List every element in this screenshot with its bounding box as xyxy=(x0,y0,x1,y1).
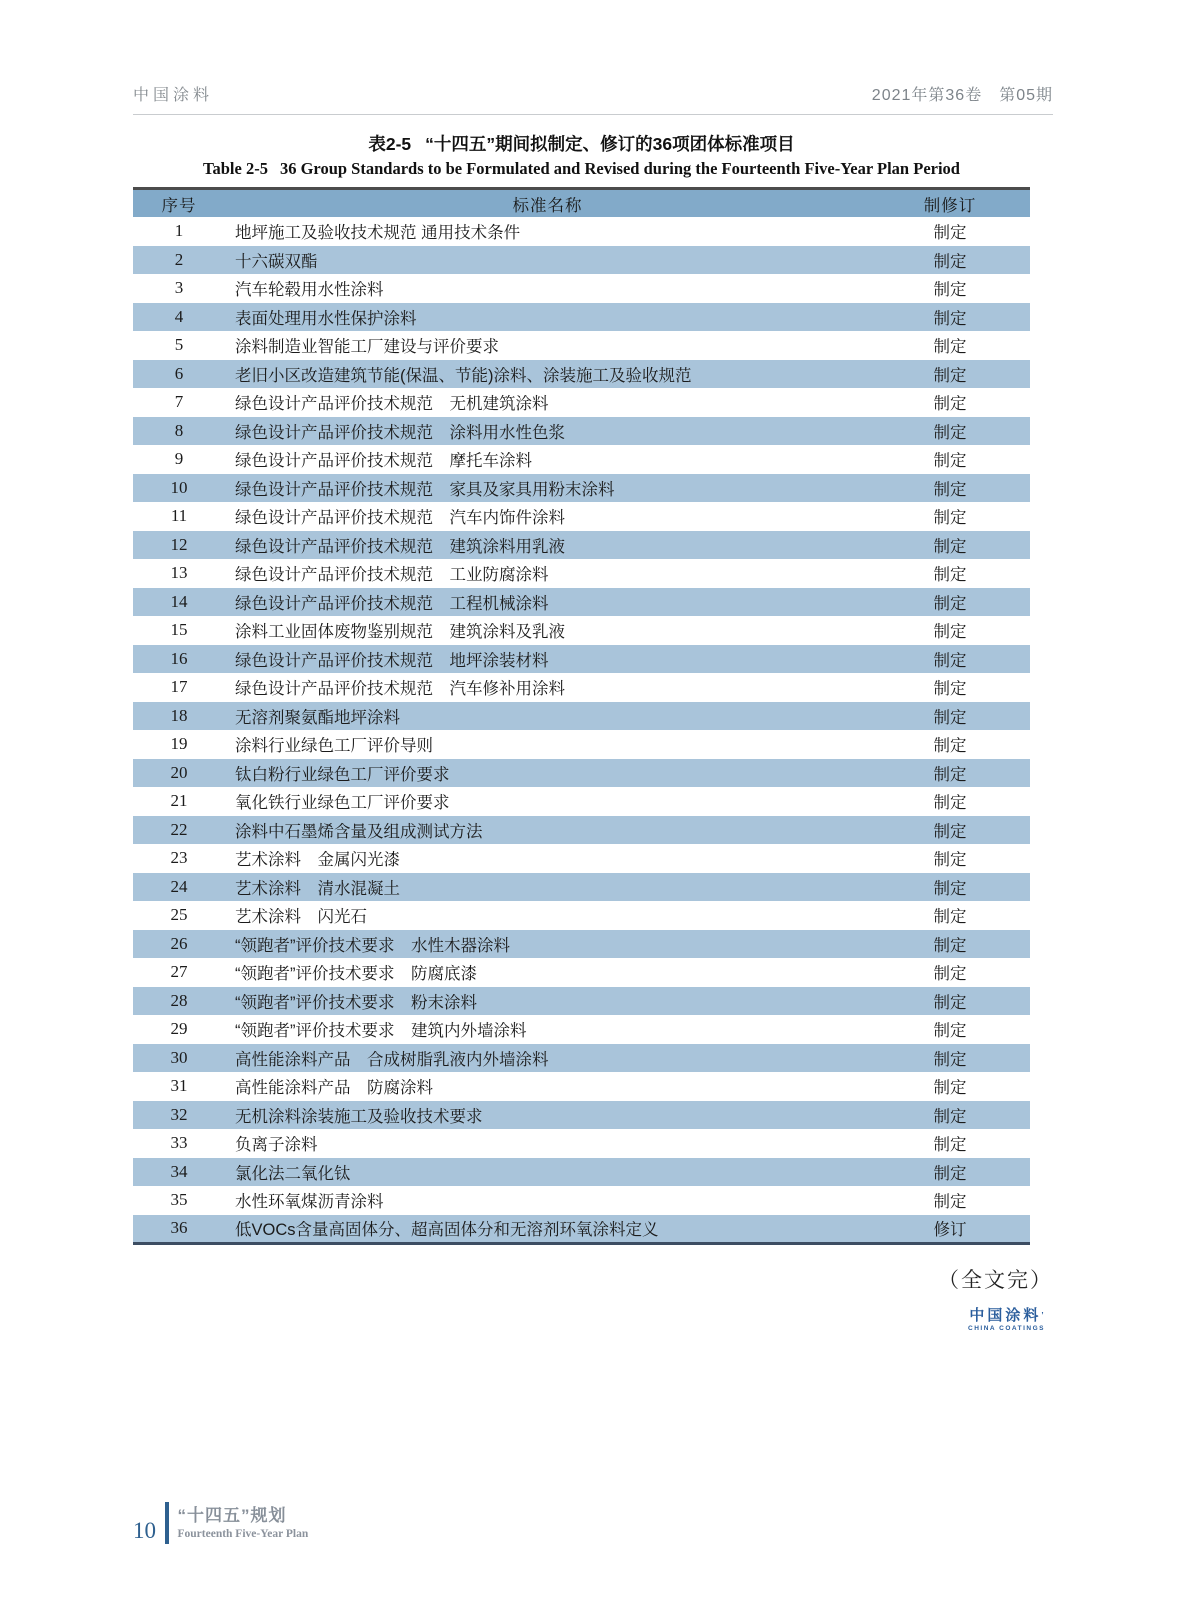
cell-standard-name: 汽车轮毂用水性涂料 xyxy=(235,281,384,300)
cell-action: 制定 xyxy=(933,452,967,471)
table-title-zh-label: 表2-5 xyxy=(368,134,412,154)
cell-no: 15 xyxy=(170,620,188,640)
table-row xyxy=(133,588,1030,617)
cell-action: 制定 xyxy=(870,930,1030,959)
table-row xyxy=(133,388,1030,417)
cell-no: 18 xyxy=(133,702,225,731)
cell-no: 7 xyxy=(174,392,184,412)
cell-no: 13 xyxy=(170,563,188,583)
cell-no: 32 xyxy=(133,1101,225,1130)
cell-no: 16 xyxy=(133,645,225,674)
cell-action: 制定 xyxy=(933,1022,967,1041)
cell-standard-name: 艺术涂料 清水混凝土 xyxy=(225,873,870,902)
cell-no: 33 xyxy=(170,1133,188,1153)
cell-action: 制定 xyxy=(933,509,967,528)
column-header-name: 标准名称 xyxy=(225,189,870,218)
cell-standard-name: “领跑者”评价技术要求 粉末涂料 xyxy=(225,987,870,1016)
standards-table xyxy=(133,187,1030,1245)
cell-action: 制定 xyxy=(933,965,967,984)
cell-action: 制定 xyxy=(870,873,1030,902)
cell-no: 22 xyxy=(133,816,225,845)
cell-action: 制定 xyxy=(870,759,1030,788)
cell-no: 6 xyxy=(133,360,225,389)
cell-no: 14 xyxy=(133,588,225,617)
table-row xyxy=(133,1015,1030,1044)
table-row xyxy=(133,417,1030,446)
table-row xyxy=(133,673,1030,702)
cell-action: 制定 xyxy=(870,702,1030,731)
table-row xyxy=(133,616,1030,645)
cell-no: 28 xyxy=(133,987,225,1016)
logo-mark: ’ xyxy=(1041,1311,1044,1320)
table-row xyxy=(133,816,1030,845)
page-footer xyxy=(133,1502,308,1544)
cell-action: 制定 xyxy=(870,246,1030,275)
cell-no: 4 xyxy=(133,303,225,332)
cell-action: 制定 xyxy=(933,395,967,414)
cell-no: 31 xyxy=(170,1076,188,1096)
cell-no: 29 xyxy=(170,1019,188,1039)
china-coatings-logo xyxy=(968,1308,1045,1333)
table-header-row xyxy=(133,189,1030,218)
cell-no: 27 xyxy=(170,962,188,982)
table-row xyxy=(133,1215,1030,1244)
table-row xyxy=(133,1044,1030,1073)
cell-no: 10 xyxy=(133,474,225,503)
table-row xyxy=(133,958,1030,987)
table-row xyxy=(133,930,1030,959)
table-row xyxy=(133,331,1030,360)
table-title-en-text: 36 Group Standards to be Formulated and Revised during the Fourteenth Five-Year Plan Period xyxy=(279,159,960,178)
cell-action: 制定 xyxy=(870,531,1030,560)
table-row xyxy=(133,759,1030,788)
cell-standard-name: 高性能涂料产品 合成树脂乳液内外墙涂料 xyxy=(225,1044,870,1073)
table-row xyxy=(133,559,1030,588)
cell-standard-name: 低VOCs含量高固体分、超高固体分和无溶剂环氧涂料定义 xyxy=(225,1215,870,1244)
table-row xyxy=(133,1129,1030,1158)
footer-section-zh: “十四五”规划 xyxy=(177,1505,287,1525)
cell-standard-name: 氧化铁行业绿色工厂评价要求 xyxy=(235,794,450,813)
cell-action: 制定 xyxy=(933,224,967,243)
cell-standard-name: 绿色设计产品评价技术规范 无机建筑涂料 xyxy=(235,395,549,414)
cell-standard-name: “领跑者”评价技术要求 水性木器涂料 xyxy=(225,930,870,959)
page-number: 10 xyxy=(133,1518,156,1543)
cell-standard-name: 表面处理用水性保护涂料 xyxy=(225,303,870,332)
footer-divider-bar xyxy=(165,1502,169,1544)
cell-standard-name: 涂料工业固体废物鉴别规范 建筑涂料及乳液 xyxy=(235,623,565,642)
cell-action: 制定 xyxy=(933,1193,967,1212)
cell-no: 19 xyxy=(170,734,188,754)
cell-standard-name: 钛白粉行业绿色工厂评价要求 xyxy=(225,759,870,788)
cell-no: 9 xyxy=(174,449,184,469)
cell-no: 2 xyxy=(133,246,225,275)
cell-standard-name: 绿色设计产品评价技术规范 汽车修补用涂料 xyxy=(235,680,565,699)
cell-standard-name: 艺术涂料 金属闪光漆 xyxy=(235,851,400,870)
cell-standard-name: 地坪施工及验收技术规范 通用技术条件 xyxy=(235,224,521,243)
cell-standard-name: 绿色设计产品评价技术规范 摩托车涂料 xyxy=(235,452,532,471)
table-row xyxy=(133,730,1030,759)
cell-standard-name: “领跑者”评价技术要求 建筑内外墙涂料 xyxy=(235,1022,527,1041)
cell-standard-name: 无溶剂聚氨酯地坪涂料 xyxy=(225,702,870,731)
cell-no: 1 xyxy=(174,221,184,241)
cell-action: 制定 xyxy=(933,851,967,870)
table-row xyxy=(133,474,1030,503)
cell-standard-name: 绿色设计产品评价技术规范 建筑涂料用乳液 xyxy=(225,531,870,560)
table-row xyxy=(133,645,1030,674)
table-row xyxy=(133,901,1030,930)
cell-standard-name: 绿色设计产品评价技术规范 工程机械涂料 xyxy=(225,588,870,617)
cell-no: 20 xyxy=(133,759,225,788)
cell-action: 制定 xyxy=(870,987,1030,1016)
end-note: （全文完） xyxy=(938,1268,1053,1292)
cell-action: 制定 xyxy=(870,1044,1030,1073)
cell-standard-name: 绿色设计产品评价技术规范 汽车内饰件涂料 xyxy=(235,509,565,528)
table-row xyxy=(133,274,1030,303)
cell-no: 21 xyxy=(170,791,188,811)
cell-standard-name: 老旧小区改造建筑节能(保温、节能)涂料、涂装施工及验收规范 xyxy=(225,360,870,389)
cell-standard-name: 涂料中石墨烯含量及组成测试方法 xyxy=(225,816,870,845)
cell-action: 制定 xyxy=(870,474,1030,503)
cell-standard-name: 绿色设计产品评价技术规范 家具及家具用粉末涂料 xyxy=(225,474,870,503)
cell-no: 17 xyxy=(170,677,188,697)
cell-no: 5 xyxy=(174,335,184,355)
table-title-en-label: Table 2-5 xyxy=(203,159,268,178)
cell-action: 制定 xyxy=(933,1079,967,1098)
cell-standard-name: 十六碳双酯 xyxy=(225,246,870,275)
cell-action: 制定 xyxy=(870,588,1030,617)
table-row xyxy=(133,987,1030,1016)
table-row xyxy=(133,1072,1030,1101)
cell-action: 制定 xyxy=(933,737,967,756)
cell-no: 23 xyxy=(170,848,188,868)
cell-standard-name: 绿色设计产品评价技术规范 地坪涂装材料 xyxy=(225,645,870,674)
cell-action: 制定 xyxy=(870,645,1030,674)
cell-no: 24 xyxy=(133,873,225,902)
cell-action: 制定 xyxy=(933,281,967,300)
cell-action: 制定 xyxy=(870,417,1030,446)
table-row xyxy=(133,702,1030,731)
journal-name: 中国涂料 xyxy=(133,87,214,104)
table-row xyxy=(133,1186,1030,1215)
cell-standard-name: 负离子涂料 xyxy=(235,1136,318,1155)
cell-standard-name: 绿色设计产品评价技术规范 涂料用水性色浆 xyxy=(225,417,870,446)
table-row xyxy=(133,502,1030,531)
table-row xyxy=(133,360,1030,389)
cell-action: 制定 xyxy=(933,794,967,813)
table-row xyxy=(133,246,1030,275)
cell-standard-name: 水性环氧煤沥青涂料 xyxy=(235,1193,384,1212)
table-row xyxy=(133,217,1030,246)
column-header-action: 制修订 xyxy=(870,189,1030,218)
running-head xyxy=(133,82,1053,115)
cell-no: 35 xyxy=(170,1190,188,1210)
cell-no: 11 xyxy=(170,506,188,526)
cell-no: 12 xyxy=(133,531,225,560)
cell-no: 36 xyxy=(133,1215,225,1244)
footer-section xyxy=(178,1505,309,1542)
cell-no: 3 xyxy=(174,278,184,298)
cell-action: 制定 xyxy=(870,816,1030,845)
cell-standard-name: 涂料制造业智能工厂建设与评价要求 xyxy=(235,338,499,357)
table-row xyxy=(133,1101,1030,1130)
cell-standard-name: 涂料行业绿色工厂评价导则 xyxy=(235,737,433,756)
cell-action: 制定 xyxy=(870,1158,1030,1187)
cell-action: 修订 xyxy=(870,1215,1030,1244)
cell-no: 30 xyxy=(133,1044,225,1073)
cell-standard-name: 氯化法二氧化钛 xyxy=(225,1158,870,1187)
cell-action: 制定 xyxy=(870,303,1030,332)
issue-info: 2021年第36卷 第05期 xyxy=(871,87,1053,104)
column-header-no: 序号 xyxy=(133,189,225,218)
cell-standard-name: 艺术涂料 闪光石 xyxy=(235,908,367,927)
cell-standard-name: 无机涂料涂装施工及验收技术要求 xyxy=(225,1101,870,1130)
cell-action: 制定 xyxy=(933,908,967,927)
table-title-zh xyxy=(133,131,1030,156)
cell-action: 制定 xyxy=(933,338,967,357)
logo-text-zh: 中国涂料’ xyxy=(969,1307,1044,1324)
table-title-zh-text: “十四五”期间拟制定、修订的36项团体标准项目 xyxy=(425,134,795,154)
table-row xyxy=(133,1158,1030,1187)
cell-action: 制定 xyxy=(933,680,967,699)
cell-no: 26 xyxy=(133,930,225,959)
table-title-en xyxy=(113,159,1050,179)
table-row xyxy=(133,873,1030,902)
table-row xyxy=(133,844,1030,873)
cell-action: 制定 xyxy=(870,360,1030,389)
logo-text-en: CHINA COATINGS xyxy=(968,1325,1045,1332)
cell-no: 25 xyxy=(170,905,188,925)
cell-no: 34 xyxy=(133,1158,225,1187)
cell-standard-name: 绿色设计产品评价技术规范 工业防腐涂料 xyxy=(235,566,549,585)
cell-no: 8 xyxy=(133,417,225,446)
cell-action: 制定 xyxy=(933,623,967,642)
cell-action: 制定 xyxy=(933,566,967,585)
cell-standard-name: “领跑者”评价技术要求 防腐底漆 xyxy=(235,965,477,984)
table-row xyxy=(133,303,1030,332)
table-row xyxy=(133,445,1030,474)
table-row xyxy=(133,531,1030,560)
table-row xyxy=(133,787,1030,816)
footer-section-en: Fourteenth Five-Year Plan xyxy=(177,1527,309,1540)
cell-action: 制定 xyxy=(870,1101,1030,1130)
cell-action: 制定 xyxy=(933,1136,967,1155)
cell-standard-name: 高性能涂料产品 防腐涂料 xyxy=(235,1079,433,1098)
